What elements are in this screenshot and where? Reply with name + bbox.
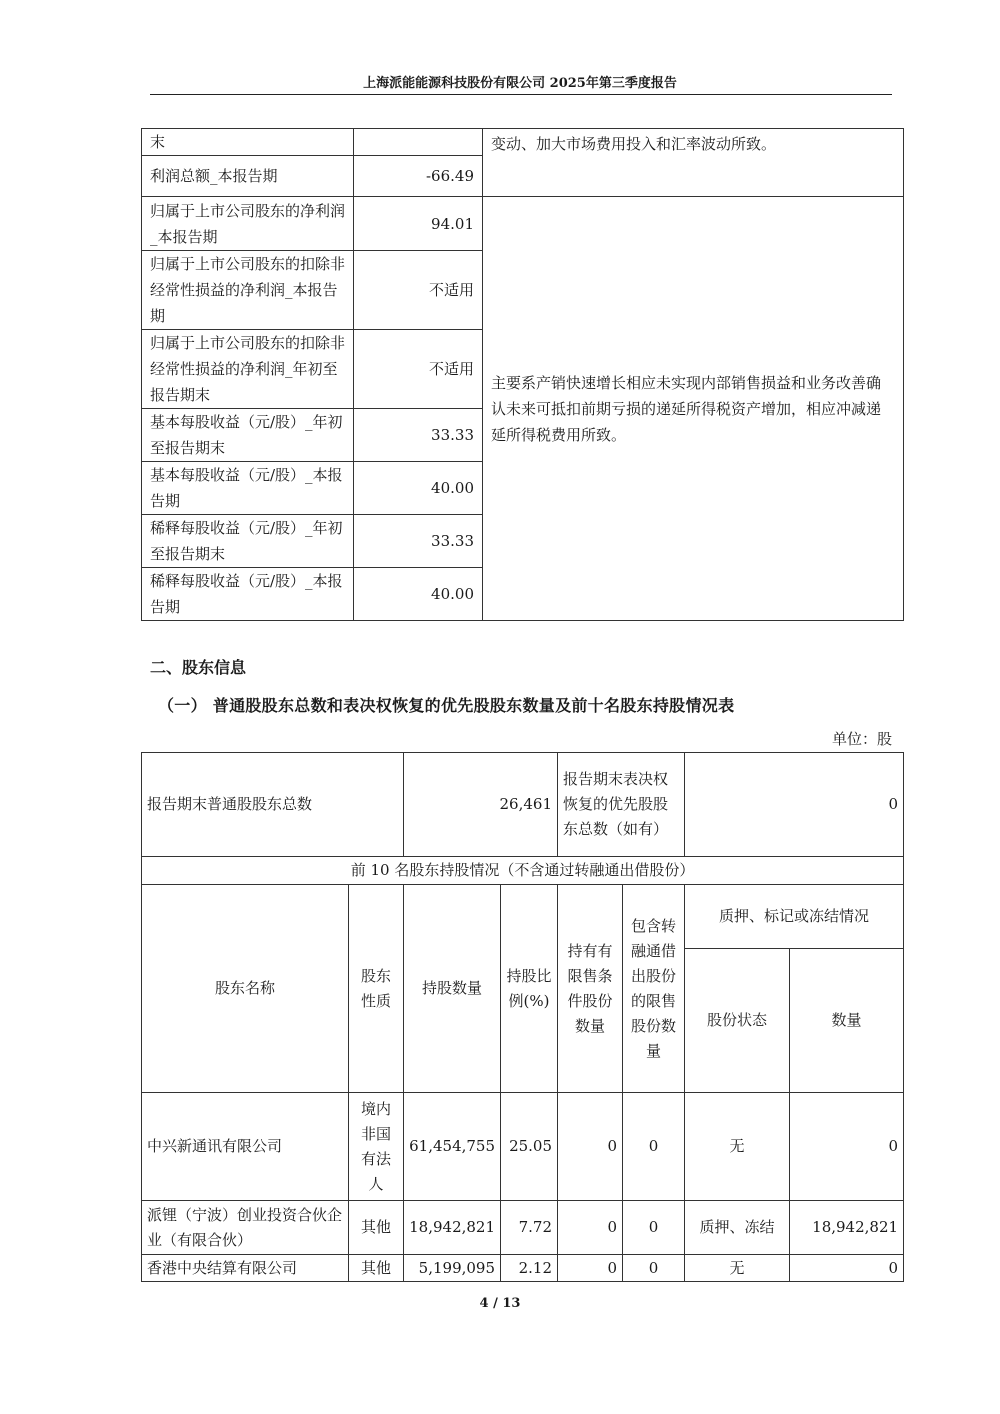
holder-restricted: 0	[558, 1093, 623, 1201]
holder-status: 无	[685, 1093, 790, 1201]
header-pledge: 质押、标记或冻结情况	[685, 885, 904, 949]
holder-qty: 18,942,821	[404, 1201, 501, 1255]
row-value	[354, 129, 483, 156]
row-value: 33.33	[354, 515, 483, 568]
top10-caption: 前 10 名股东持股情况（不含通过转融通出借股份）	[142, 857, 904, 885]
total-holders-label: 报告期末普通股股东总数	[142, 753, 404, 857]
holder-count: 0	[790, 1255, 904, 1282]
holder-lent: 0	[623, 1255, 685, 1282]
row-value: -66.49	[354, 156, 483, 197]
header-count: 数量	[790, 949, 904, 1093]
holder-status: 质押、冻结	[685, 1201, 790, 1255]
holder-name: 派锂（宁波）创业投资合伙企业（有限合伙）	[142, 1201, 349, 1255]
row-label: 稀释每股收益（元/股）_本报告期	[142, 568, 354, 621]
row-value: 94.01	[354, 197, 483, 251]
row-value: 40.00	[354, 568, 483, 621]
row-label: 稀释每股收益（元/股）_年初至报告期末	[142, 515, 354, 568]
subsection-title: （一） 普通股股东总数和表决权恢复的优先股股东数量及前十名股东持股情况表	[158, 696, 735, 715]
header-nature: 股东性质	[349, 885, 404, 1093]
row-value: 40.00	[354, 462, 483, 515]
holder-nature: 其他	[349, 1201, 404, 1255]
header-restricted: 持有有限售条件股份数量	[558, 885, 623, 1093]
header-name: 股东名称	[142, 885, 349, 1093]
row-label: 基本每股收益（元/股）_本报告期	[142, 462, 354, 515]
holder-name: 中兴新通讯有限公司	[142, 1093, 349, 1201]
row-label: 基本每股收益（元/股）_年初至报告期末	[142, 409, 354, 462]
row-value: 不适用	[354, 251, 483, 330]
shareholder-table	[141, 752, 904, 1282]
holder-qty: 61,454,755	[404, 1093, 501, 1201]
row-label: 归属于上市公司股东的净利润_本报告期	[142, 197, 354, 251]
holder-nature: 其他	[349, 1255, 404, 1282]
holder-count: 0	[790, 1093, 904, 1201]
holder-nature: 境内非国有法人	[349, 1093, 404, 1201]
page-header: 上海派能能源科技股份有限公司 2025年第三季度报告	[363, 76, 677, 91]
row-value: 不适用	[354, 330, 483, 409]
row-label: 利润总额_本报告期	[142, 156, 354, 197]
section-title: 二、股东信息	[150, 658, 247, 677]
holder-ratio: 7.72	[501, 1201, 558, 1255]
holder-lent: 0	[623, 1201, 685, 1255]
holder-lent: 0	[623, 1093, 685, 1201]
page-number: 4 / 13	[479, 1296, 521, 1311]
holder-restricted: 0	[558, 1255, 623, 1282]
row-label: 末	[142, 129, 354, 156]
header-ratio: 持股比例(%)	[501, 885, 558, 1093]
holder-status: 无	[685, 1255, 790, 1282]
unit-label: 单位：股	[831, 730, 892, 748]
total-holders-value: 26,461	[404, 753, 558, 857]
holder-count: 18,942,821	[790, 1201, 904, 1255]
reason-text-1: 变动、加大市场费用投入和汇率波动所致。	[483, 129, 904, 197]
holder-name: 香港中央结算有限公司	[142, 1255, 349, 1282]
row-label: 归属于上市公司股东的扣除非经常性损益的净利润_年初至报告期末	[142, 330, 354, 409]
holder-ratio: 2.12	[501, 1255, 558, 1282]
row-value: 33.33	[354, 409, 483, 462]
row-label: 归属于上市公司股东的扣除非经常性损益的净利润_本报告期	[142, 251, 354, 330]
financial-change-table	[141, 128, 904, 621]
pref-holders-value: 0	[685, 753, 904, 857]
header-qty: 持股数量	[404, 885, 501, 1093]
pref-holders-label: 报告期末表决权恢复的优先股股东总数（如有）	[558, 753, 685, 857]
reason-text-2: 主要系产销快速增长相应未实现内部销售损益和业务改善确认未来可抵扣前期亏损的递延所得税资产增加，相应冲减递延所得税费用所致。	[483, 197, 904, 621]
table-row	[142, 1201, 904, 1255]
header-status: 股份状态	[685, 949, 790, 1093]
table-row	[142, 1255, 904, 1282]
header-divider	[150, 94, 892, 95]
table-row	[142, 1093, 904, 1201]
holder-qty: 5,199,095	[404, 1255, 501, 1282]
holder-ratio: 25.05	[501, 1093, 558, 1201]
header-lent: 包含转融通借出股份的限售股份数量	[623, 885, 685, 1093]
holder-restricted: 0	[558, 1201, 623, 1255]
